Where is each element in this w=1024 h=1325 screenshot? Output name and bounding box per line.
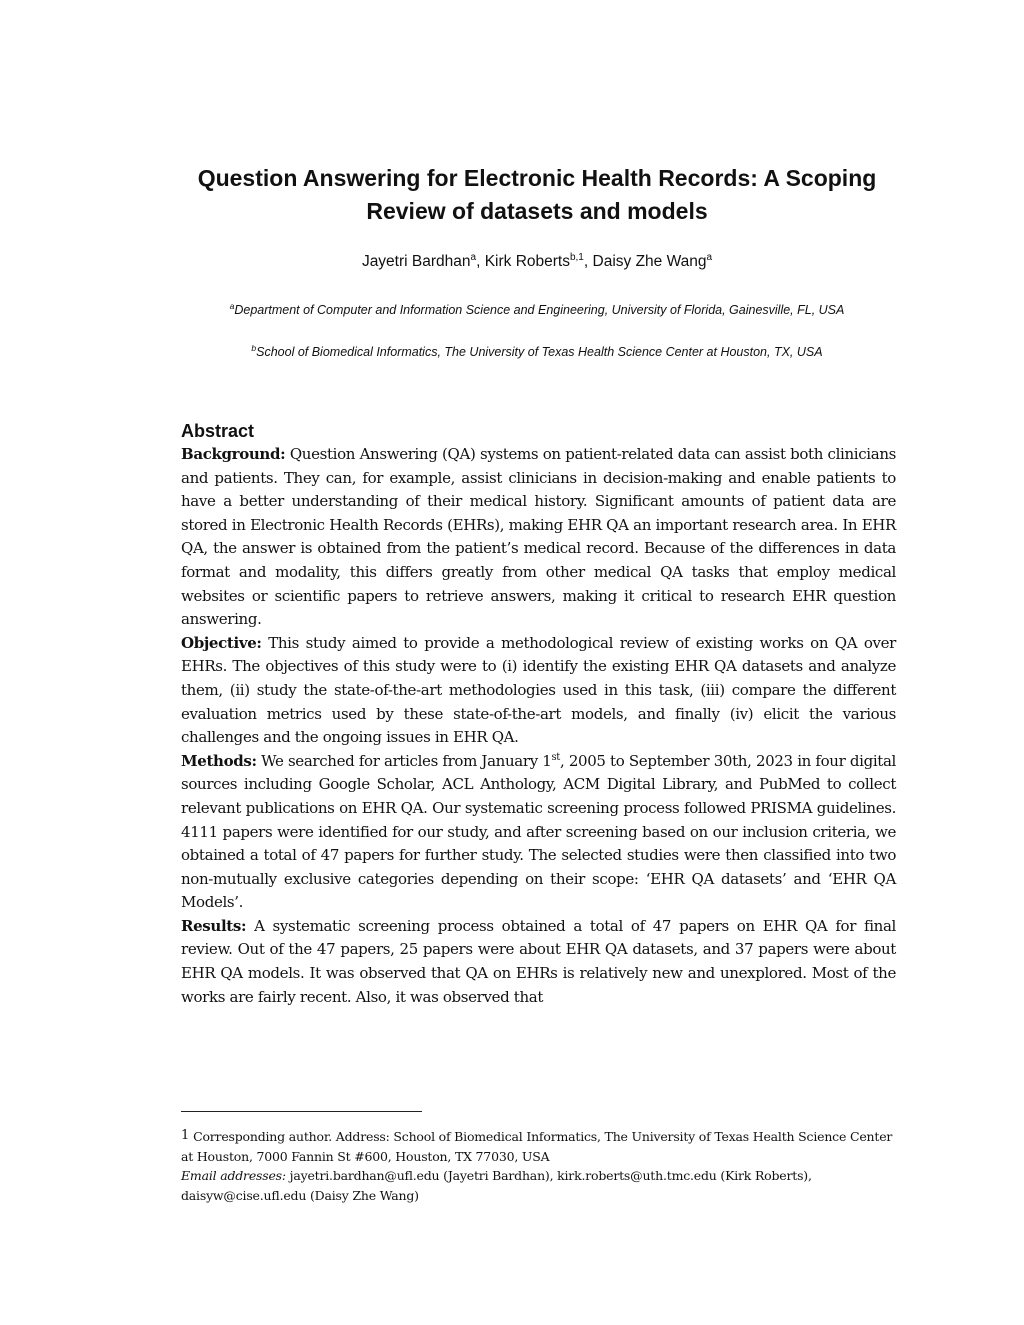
- author-affiliation-mark: b,1: [569, 252, 584, 263]
- results-label: Results:: [181, 916, 247, 935]
- affiliation-a: [170, 296, 904, 320]
- abstract-section: [181, 419, 896, 1009]
- ordinal-suffix: st: [551, 751, 560, 763]
- abstract-results: [181, 915, 896, 1009]
- footnote-mark: 1: [181, 1128, 190, 1143]
- footnote-divider: [181, 1111, 422, 1112]
- author-separator: ,: [583, 253, 593, 271]
- abstract-background: [181, 443, 896, 632]
- affiliation-mark: b: [251, 343, 257, 353]
- paper-title: Question Answering for Electronic Health Records: A Scoping Review of datasets and models: [197, 165, 877, 224]
- affiliation-text: School of Biomedical Informatics, The University of Texas Health Science Center at Houston, TX, USA: [256, 345, 823, 360]
- objective-text: This study aimed to provide a methodological review of existing works on QA over EHRs. The objectives of this study were to (i) identify the existing EHR QA datasets and analyze them, (ii) study the state-of-the-art methodologies used in this task, (iii) compare the different evaluation metrics used by these state-of-the-art models, and finally (iv) elicit the various challenges and the ongoing issues in EHR QA.: [181, 633, 896, 747]
- background-label: Background:: [181, 445, 286, 463]
- footnote-emails: [181, 1166, 896, 1205]
- footnote-text: Corresponding author. Address: School of Biomedical Informatics, The University of Texas Health Science Center at Houston, 7000 Fannin St #600, Houston, TX 77030, USA: [181, 1129, 893, 1164]
- methods-label: Methods:: [181, 751, 257, 770]
- email-label: Email addresses:: [181, 1168, 286, 1183]
- objective-label: Objective:: [181, 633, 262, 652]
- author-list: [170, 252, 904, 271]
- email-text: jayetri.bardhan@ufl.edu (Jayetri Bardhan), kirk.roberts@uth.tmc.edu (Kirk Roberts), daisyw@cise.ufl.edu (Daisy Zhe Wang): [181, 1168, 812, 1203]
- abstract-heading: Abstract: [181, 421, 255, 441]
- results-text: A systematic screening process obtained a total of 47 papers on EHR QA for final review. Out of the 47 papers, 25 papers were about EHR QA datasets, and 37 papers were about EHR QA models. It was observed that QA on EHRs is relatively new and unexplored. Most of the works are fairly recent. Also, it was observed that: [181, 916, 896, 1006]
- author-affiliation-mark: a: [470, 252, 477, 263]
- author-name: Kirk Roberts: [484, 253, 570, 271]
- author-name: Daisy Zhe Wang: [592, 253, 707, 271]
- author-affiliation-mark: a: [706, 252, 713, 263]
- methods-text-continued: , 2005 to September 30th, 2023 in four digital sources including Google Scholar, ACL Anthology, ACM Digital Library, and PubMed to collect relevant publications on EHR QA. Our systematic screening process followed PRISMA guidelines. 4111 papers were identified for our study, and after screening based on our inclusion criteria, we obtained a total of 47 papers for further study. The selected studies were then classified into two non-mutually exclusive categories depending on their scope: ‘EHR QA datasets’ and ‘EHR QA Models’.: [181, 751, 896, 912]
- affiliation-b: [170, 338, 904, 362]
- footnote: [181, 1126, 896, 1205]
- author-name: Jayetri Bardhan: [361, 253, 471, 271]
- abstract-methods: [181, 750, 896, 915]
- background-text: Question Answering (QA) systems on patient-related data can assist both clinicians and patients. They can, for example, assist clinicians in decision-making and enable patients to have a better understanding of their medical history. Significant amounts of patient data are stored in Electronic Health Records (EHRs), making EHR QA an important research area. In EHR QA, the answer is obtained from the patient’s medical record. Because of the differences in data format and modality, this differs greatly from other medical QA tasks that employ medical websites or scientific papers to retrieve answers, making it critical to research EHR question answering.: [181, 445, 896, 629]
- affiliation-text: Department of Computer and Information Science and Engineering, University of Florida, Gainesville, FL, USA: [234, 303, 845, 318]
- footnote-address: [181, 1126, 896, 1166]
- author-separator: ,: [476, 253, 485, 271]
- affiliation-mark: a: [229, 301, 235, 311]
- abstract-objective: [181, 632, 896, 750]
- methods-text: We searched for articles from January 1: [256, 751, 552, 770]
